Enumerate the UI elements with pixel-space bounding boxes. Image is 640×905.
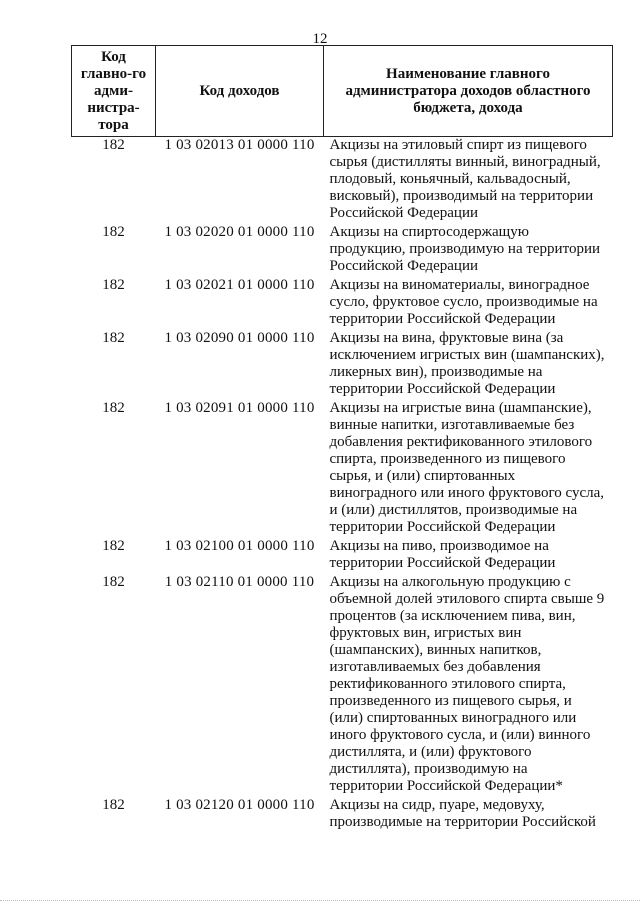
revenue-code-cell: 1 03 02020 01 0000 110 bbox=[164, 224, 315, 240]
revenue-code-cell: 1 03 02120 01 0000 110 bbox=[164, 797, 315, 813]
table-row bbox=[72, 330, 613, 400]
table-row bbox=[72, 574, 613, 797]
admin-code-cell: 182 bbox=[102, 400, 125, 416]
revenue-code-cell: 1 03 02091 01 0000 110 bbox=[164, 400, 315, 416]
revenue-name-cell: Акцизы на игристые вина (шампанские), винные напитки, изготавливаемые без добавления ректификованного этилового спирта, произведенного из пищевого сырья, и (или) спиртованных виноградного или иного фруктового сусла, и (или) дистиллятов, производимые на территории Российской Федерации bbox=[329, 400, 604, 535]
table-row bbox=[72, 277, 613, 330]
revenue-name-cell: Акцизы на пиво, производимое на территории Российской Федерации bbox=[329, 538, 556, 571]
table-row bbox=[72, 137, 613, 225]
revenue-codes-table bbox=[71, 45, 613, 833]
revenue-code-cell: 1 03 02090 01 0000 110 bbox=[164, 330, 315, 346]
revenue-name-cell: Акцизы на спиртосодержащую продукцию, производимую на территории Российской Федерации bbox=[329, 224, 600, 274]
admin-code-cell: 182 bbox=[102, 224, 125, 240]
revenue-name-cell: Акцизы на алкогольную продукцию с объемной долей этилового спирта свыше 9 процентов (за исключением пива, вин, фруктовых вин, игристых вин (шампанских), винных напитков, изготавливаемых без добавления ректификованного этилового спирта, произведенного из пищевого сырья, и (или) спиртованных виноградного или иного фруктового сусла, и (или) винного дистиллята, и (или) фруктового дистиллята), производимую на территории Российской Федерации* bbox=[329, 574, 605, 794]
revenue-code-cell: 1 03 02013 01 0000 110 bbox=[164, 137, 315, 153]
revenue-code-cell: 1 03 02110 01 0000 110 bbox=[164, 574, 315, 590]
header-admin-code: Код главно-го адми-нистра-тора bbox=[72, 46, 156, 137]
table-row bbox=[72, 797, 613, 833]
admin-code-cell: 182 bbox=[102, 538, 125, 554]
revenue-name-cell: Акцизы на сидр, пуаре, медовуху, производимые на территории Российской bbox=[329, 797, 596, 830]
header-revenue-code: Код доходов bbox=[156, 46, 324, 137]
table-header bbox=[72, 46, 613, 137]
table-row bbox=[72, 538, 613, 574]
page-bottom-edge bbox=[0, 900, 640, 901]
admin-code-cell: 182 bbox=[102, 277, 125, 293]
revenue-name-cell: Акцизы на вина, фруктовые вина (за исключением игристых вин (шампанских), ликерных вин), производимые на территории Российской Федерации bbox=[329, 330, 605, 397]
revenue-name-cell: Акцизы на виноматериалы, виноградное сусло, фруктовое сусло, производимые на территории Российской Федерации bbox=[329, 277, 598, 327]
admin-code-cell: 182 bbox=[102, 330, 125, 346]
admin-code-cell: 182 bbox=[102, 797, 125, 813]
table-row bbox=[72, 224, 613, 277]
table-body bbox=[72, 137, 613, 834]
header-name: Наименование главного администратора доходов областного бюджета, дохода bbox=[324, 46, 613, 137]
revenue-code-cell: 1 03 02100 01 0000 110 bbox=[164, 538, 315, 554]
revenue-code-cell: 1 03 02021 01 0000 110 bbox=[164, 277, 315, 293]
admin-code-cell: 182 bbox=[102, 137, 125, 153]
table-row bbox=[72, 400, 613, 538]
page-number: 12 bbox=[312, 31, 328, 47]
revenue-name-cell: Акцизы на этиловый спирт из пищевого сырья (дистилляты винный, виноградный, плодовый, коньячный, кальвадосный, висковый), производимый на территории Российской Федерации bbox=[329, 137, 601, 221]
admin-code-cell: 182 bbox=[102, 574, 125, 590]
